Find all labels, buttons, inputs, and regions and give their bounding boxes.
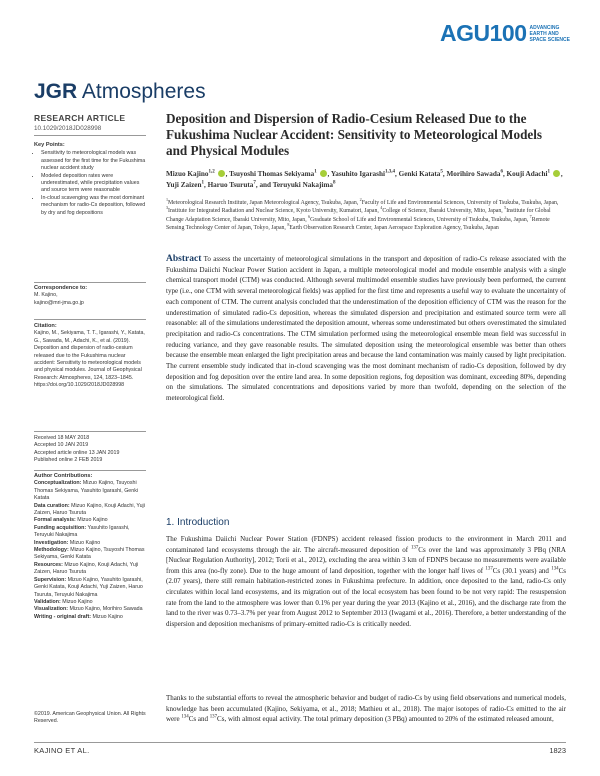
- divider: [34, 135, 146, 136]
- section-heading: 1. Introduction: [166, 517, 230, 528]
- date-line: Received 18 MAY 2018: [34, 435, 90, 441]
- contribution: Writing - original draft: Mizuo Kajino: [34, 613, 123, 620]
- contribution: Visualization: Mizuo Kajino, Morihiro Sawada: [34, 606, 143, 613]
- abstract-text: To assess the uncertainty of meteorological simulations in the transport and deposition of radio-Cs release associated with the Fukushima Daiichi Nuclear Power Station accident in Japan, a multiple meteorological model and module ensemble analysis with a single chemical transport model (CTM) was conducted. Although several multimodel ensemble studies have previously been performed, the current type (i.e., one CTM with several meteorological fields) was applied for the first time and represents a useful way to evaluate the uncertainty of each component of CTM. The current analysis concluded that the underestimation of the deposition efficiency of CTM was the reason for the underestimation of simulated radio-Cs deposition, whereas the simulated dispersion and precipitation and estimated source term were all reasonable: all of the simulations underestimated the deposition amount, whereas some underestimated but others overestimated the simulated precipitation and radio-Cs concentrations. The CTM simulation performed using the meteorological ensemble mean field was successful in reducing variance, and they gave reasonable results. The simulated deposition using the meteorological ensemble was better than others because the ensemble mean enlarged the light precipitation areas and because the land contamination was mainly caused by light precipitation. The current ensemble study indicated that in-cloud scavenging was the most dominant mechanism of radio-Cs deposition, followed by dry deposition and fog deposition over the entire land area. In some deposition regions, fog deposition was dominant, exceeding 80%, depending on the simulations. The simulated concentrations and depositions varied by more than twofold, depending on the selection of the meteorological field.: [166, 255, 567, 403]
- contribution: Methodology: Mizuo Kajino, Tsuyoshi Thomas Sekiyama, Genki Katata: [34, 547, 145, 561]
- copyright: ©2019. American Geophysical Union. All Rights Reserved.: [34, 711, 146, 725]
- paragraph: Thanks to the substantial efforts to reveal the atmospheric behavior and budget of radio-Cs by using field observations and numerical models, knowledge has been accumulated (Kajino, Sekiyama, et al., 2018; Mathieu et al., 2018). The major isotopes of radio-Cs emitted to the air were $^{134}$Cs and $^{137}$Cs, with almost equal activity. The total primary deposition (3 PBq) amounted to 20% of the estimated released amount,: [166, 694, 566, 724]
- divider: [34, 282, 146, 283]
- divider: [34, 319, 146, 320]
- date-line: Accepted article online 13 JAN 2019: [34, 449, 120, 456]
- key-point: • Sensitivity to meteorological models was assessed for the first time for the Fukushima nuclear accident study: [41, 150, 146, 172]
- journal-name: JGR Atmospheres: [34, 80, 206, 103]
- author-list: Mizuo Kajino$^{1,2}$ , Tsuyoshi Thomas Sekiyama$^1$ , Yasuhito Igarashi$^{1,3,4}$, Genki Katata$^5$, Morihiro Sawada$^6$, Kouji Adachi$^1$ , Yuji Zaizen$^1$, Haruo Tsuruta$^7$, and Teruyuki Nakajima$^8$: [166, 169, 563, 189]
- footer-authors: KAJINO ET AL.: [34, 746, 90, 755]
- footer-rule: [34, 742, 566, 743]
- contribution: Validation: Mizuo Kajino: [34, 598, 93, 605]
- agu-logo-text: AGU100: [440, 20, 527, 46]
- author-contributions: Author Contributions: Conceptualization: Mizuo Kajino, Tsuyoshi Thomas Sekiyama, Yasuhito Igarashi, Genki Katata Data curation: Mizuo Kajino, Kouji Adachi, Yuji Zaizen, Haruo Tsuruta Formal analysis: Mizuo Kajino Funding acquisition: Yasuhito Igarashi, Teruyuki Nakajima Investigation: Mizuo Kajino Methodology: Mizuo Kajino, Tsuyoshi Thomas Sekiyama, Genki Katata Resources: Mizuo Kajino, Kouji Adachi, Yuji Zaizen, Haruo Tsuruta Supervision: Mizuo Kajino, Yasuhito Igarashi, Genki Katata, Kouji Adachi, Yuji Zaizen, Haruo Tsuruta, Teruyuki Nakajima Validation: Mizuo Kajino Visualization: Mizuo Kajino, Morihiro Sawada Writing - original draft: Mizuo Kajino: [34, 473, 145, 620]
- article-doi: 10.1029/2018JD028998: [34, 125, 102, 132]
- divider: [34, 470, 146, 471]
- contribution: Supervision: Mizuo Kajino, Yasuhito Igarashi, Genki Katata, Kouji Adachi, Yuji Zaizen, Haruo Tsuruta, Teruyuki Nakajima: [34, 576, 143, 598]
- paragraph: The Fukushima Daiichi Nuclear Power Station (FDNPS) accident released fission products to the environment in March 2011 and contaminated land ecosystems through the air. The aircraft-measured deposition of $^{137}$Cs over the land was approximately 3 PBq (NRA [Nuclear Regulation Authority], 2012; Torii et al., 2012), excluding the area within 3 km of FDNPS because no measurements were available from this area (no-fly zone). Due to the huge amount of land deposition, together with the longer half lives of $^{137}$Cs (30.1 years) and $^{134}$Cs (2.07 years), there still remain habitation-restricted zones in Fukushima prefecture. In addition, once deposited to the land, radio-Cs only circulates within local land ecosystems, and its migration out of the local ecosystem has been found to be not very rapid: The resuspension rate from the land to the atmosphere was lower than 0.1% per year during the year 2013 (Kajino et al., 2016), and the discharge rate from the land to the river was 0.73–3.7% per year from August 2012 to September 2013 (Iwagami et al., 2016). Therefore, a better understanding of the dispersion and deposition mechanisms of primary-emitted radio-Cs is critically needed.: [166, 535, 566, 628]
- agu-logo: [440, 20, 570, 47]
- key-points: Key Points: • Sensitivity to meteorological models was assessed for the first time for the Fukushima nuclear accident study • Modeled deposition rates were underestimated, while precipitation values and source term were reasonable • In-cloud scavenging was the most dominant mechanism for radio-Cs deposition, followed by dry and fog depositions: [34, 142, 146, 217]
- date-line: Published online 2 FEB 2019: [34, 457, 103, 464]
- contribution: Data curation: Mizuo Kajino, Kouji Adachi, Yuji Zaizen, Haruo Tsuruta: [34, 502, 145, 517]
- page-number: 1823: [549, 746, 566, 755]
- contribution: Conceptualization: Mizuo Kajino, Tsuyoshi Thomas Sekiyama, Yasuhito Igarashi, Genki Katata: [34, 480, 139, 502]
- divider: [34, 431, 146, 432]
- date-line: Accepted 10 JAN 2019: [34, 442, 89, 449]
- affiliations: $^1$Meteorological Research Institute, Japan Meteorological Agency, Tsukuba, Japan, $^2$Faculty of Life and Environmental Sciences, University of Tsukuba, Tsukuba, Japan, $^3$Institute for Integrated Radiation and Nuclear Science, Kyoto University, Kumatori, Japan, $^4$College of Science, Ibaraki University, Mito, Japan, $^5$Institute for Global Change Adaptation Science, Ibaraki University, Mito, Japan, $^6$Graduate School of Life and Environmental Sciences, University of Tsukuba, Tsukuba, Japan, $^7$Remote Sensing Technology Center of Japan, Tokyo, Japan, $^8$Earth Observation Research Center, Japan Aerospace Exploration Agency, Tsukuba, Japan: [166, 197, 559, 232]
- abstract: [166, 254, 566, 404]
- citation-text: Kajino, M., Sekiyama, T. T., Igarashi, Y., Katata, G., Sawada, M., Adachi, K., et al. (2019). Deposition and dispersion of radio-cesium released due to the Fukushima nuclear accident: Sensitivity to meteorological models and physical modules. Journal of Geophysical Research: Atmospheres, 124, 1823–1845. https://doi.org/10.1029/2018JD028998: [34, 330, 145, 389]
- citation: Citation: Kajino, M., Sekiyama, T. T., Igarashi, Y., Katata, G., Sawada, M., Adachi, K., et al. (2019). Deposition and dispersion of radio-cesium released due to the Fukushima nuclear accident: Sensitivity to meteorological models and physical modules. Journal of Geophysical Research: Atmospheres, 124, 1823–1845. https://doi.org/10.1029/2018JD028998: [34, 323, 145, 389]
- key-point: • In-cloud scavenging was the most dominant mechanism for radio-Cs deposition, followed by dry and fog depositions: [41, 195, 146, 217]
- agu-tagline: ADVANCING EARTH AND SPACE SCIENCE: [529, 24, 570, 43]
- correspondence: Correspondence to: M. Kajino, kajino@mri-jma.go.jp: [34, 285, 88, 306]
- contribution: Investigation: Mizuo Kajino: [34, 539, 101, 546]
- abstract-label: Abstract: [166, 254, 202, 264]
- key-point: • Modeled deposition rates were underestimated, while precipitation values and source term were reasonable: [41, 173, 146, 195]
- dates: [34, 435, 146, 465]
- article-type: RESEARCH ARTICLE: [34, 113, 126, 123]
- contribution: Funding acquisition: Yasuhito Igarashi, Teruyuki Nakajima: [34, 524, 130, 539]
- contribution: Resources: Mizuo Kajino, Kouji Adachi, Yuji Zaizen, Haruo Tsuruta: [34, 561, 139, 576]
- article-title: Deposition and Dispersion of Radio-Cesium Released Due to the Fukushima Nuclear Accident: Sensitivity to Meteorological Models and Physical Modules: [166, 111, 543, 158]
- contribution: Formal analysis: Mizuo Kajino: [34, 517, 108, 524]
